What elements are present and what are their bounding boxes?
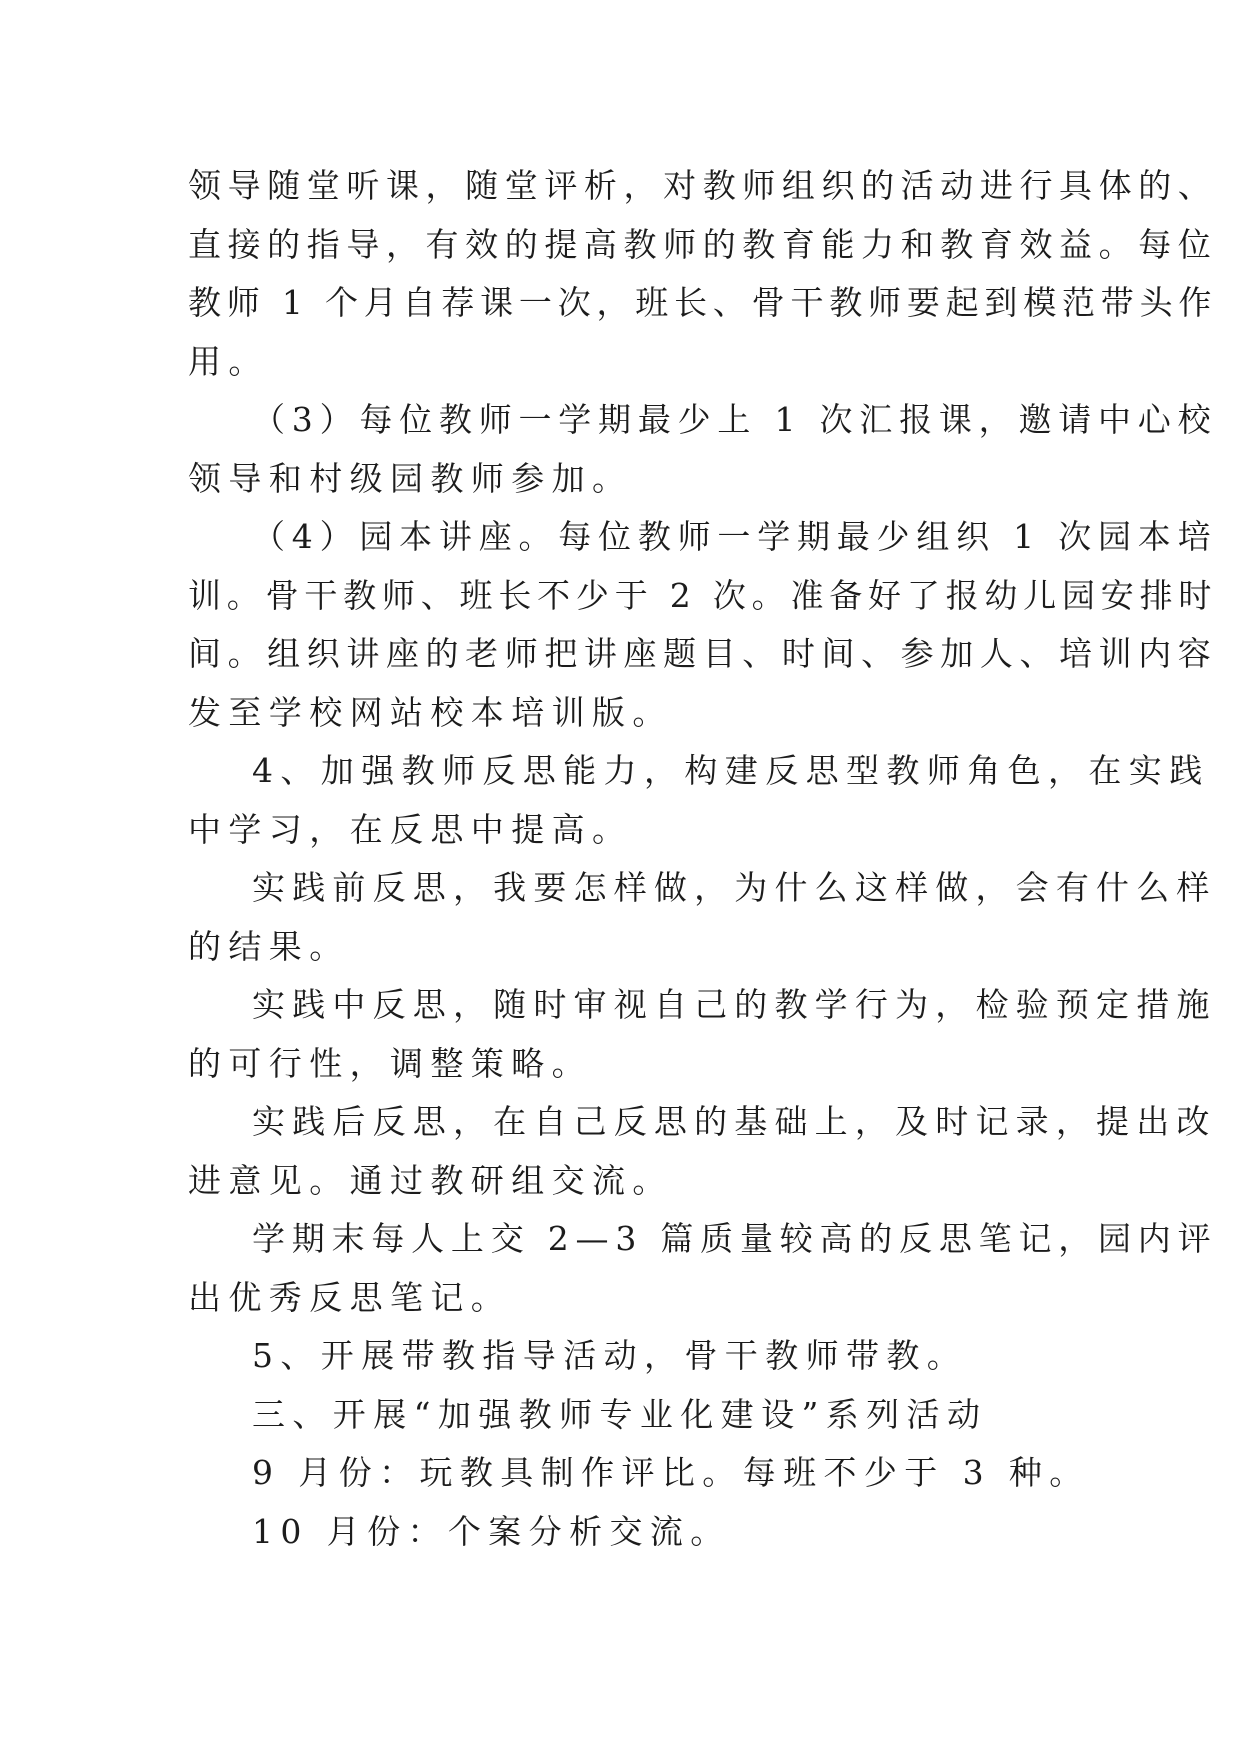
- text-line: 教师 1 个月自荐课一次，班长、骨干教师要起到模范带头作: [188, 283, 1218, 322]
- text-line: 5、开展带教指导活动，骨干教师带教。: [252, 1336, 968, 1375]
- text-line: 进意见。通过教研组交流。: [188, 1161, 673, 1200]
- text-line: 实践后反思，在自己反思的基础上，及时记录，提出改: [252, 1102, 1217, 1141]
- text-line: 用。: [188, 342, 269, 381]
- text-line: 间。组织讲座的老师把讲座题目、时间、参加人、培训内容: [188, 634, 1218, 673]
- text-line: 直接的指导，有效的提高教师的教育能力和教育效益。每位: [188, 225, 1218, 264]
- text-line: 实践前反思，我要怎样做，为什么这样做，会有什么样: [252, 868, 1217, 907]
- text-line: （3）每位教师一学期最少上 1 次汇报课，邀请中心校: [252, 400, 1218, 439]
- text-line: 领导随堂听课，随堂评析，对教师组织的活动进行具体的、: [188, 166, 1218, 205]
- text-line: 发至学校网站校本培训版。: [188, 693, 673, 732]
- text-line: 领导和村级园教师参加。: [188, 459, 633, 498]
- text-line: 出优秀反思笔记。: [188, 1278, 512, 1317]
- text-line: （4）园本讲座。每位教师一学期最少组织 1 次园本培: [252, 517, 1218, 556]
- text-line: 4、加强教师反思能力，构建反思型教师角色，在实践: [252, 751, 1210, 790]
- text-line: 的结果。: [188, 927, 350, 966]
- text-line: 实践中反思，随时审视自己的教学行为，检验预定措施: [252, 985, 1217, 1024]
- text-line: 的可行性，调整策略。: [188, 1044, 592, 1083]
- text-line: 训。骨干教师、班长不少于 2 次。准备好了报幼儿园安排时: [188, 576, 1218, 615]
- text-line: 学期末每人上交 2—3 篇质量较高的反思笔记，园内评: [252, 1219, 1218, 1258]
- text-line: 9 月份：玩教具制作评比。每班不少于 3 种。: [252, 1453, 1090, 1492]
- text-line: 三、开展“加强教师专业化建设”系列活动: [252, 1395, 988, 1434]
- text-line: 中学习，在反思中提高。: [188, 810, 633, 849]
- text-line: 10 月份：个案分析交流。: [252, 1512, 731, 1551]
